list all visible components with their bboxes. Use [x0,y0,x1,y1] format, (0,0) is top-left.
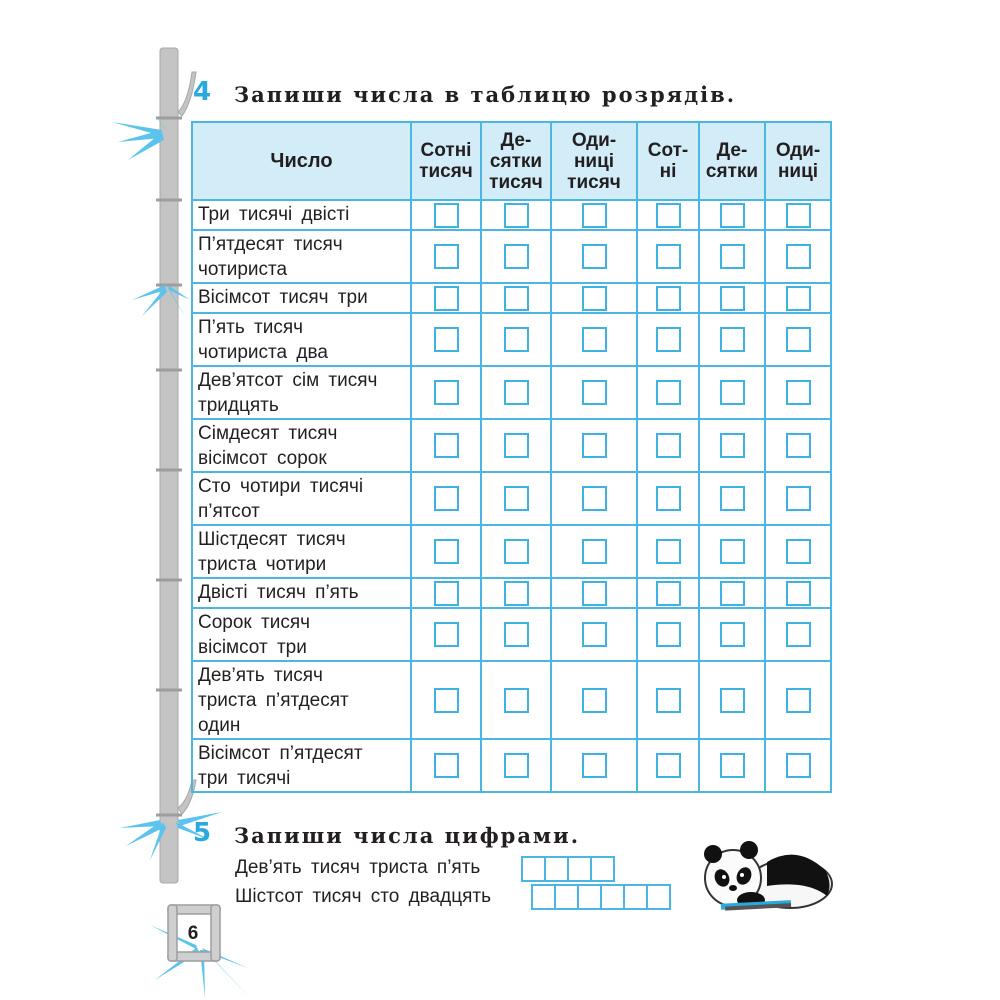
digit-cell [551,661,637,739]
digit-answer-box[interactable] [720,688,745,713]
digit-cell [637,739,699,792]
digit-box[interactable] [579,886,602,908]
header-text: ниці [777,161,819,182]
digit-cell [699,366,765,419]
digit-cell [765,230,831,283]
number-words-line: тридцять [198,395,279,416]
digit-cell [765,313,831,366]
digit-answer-box[interactable] [504,581,529,606]
digit-answer-box[interactable] [720,286,745,311]
number-in-words [192,578,411,608]
place-value-table [191,121,832,793]
digit-answer-box[interactable] [504,753,529,778]
digit-answer-box[interactable] [582,753,607,778]
number-in-words [192,283,411,313]
digit-answer-box[interactable] [720,539,745,564]
header-text: ні [659,161,677,182]
digit-answer-box[interactable] [582,327,607,352]
page-number: 6 [187,923,199,944]
digit-answer-box[interactable] [786,433,811,458]
number-in-words [192,200,411,230]
digit-answer-box[interactable] [434,753,459,778]
number-in-words [192,739,411,792]
digit-answer-box[interactable] [504,433,529,458]
digit-cell [551,739,637,792]
task-5-item-1-text: Дев’ять тисяч триста п’ять [235,857,481,878]
digit-box[interactable] [569,858,592,880]
number-in-words [192,419,411,472]
digit-cell [481,661,551,739]
table-row [192,313,831,366]
task-5-number: 5 [193,818,212,848]
digit-cell [411,472,481,525]
header-text: ниці [573,150,615,172]
digit-answer-box[interactable] [656,286,681,311]
digit-cell [699,608,765,661]
digit-answer-box[interactable] [582,244,607,269]
number-words-line: чотириста два [198,342,328,363]
digit-cell [551,366,637,419]
digit-answer-box[interactable] [582,380,607,405]
digit-answer-box[interactable] [786,327,811,352]
header-text: тисяч [567,171,621,193]
digit-cell [481,313,551,366]
digit-answer-box[interactable] [656,622,681,647]
digit-box[interactable] [592,858,613,880]
digit-cell [699,661,765,739]
digit-cell [765,419,831,472]
column-header-4 [637,122,699,200]
number-words-line: П’ять тисяч [198,317,304,338]
table-row [192,366,831,419]
digit-answer-box[interactable] [504,244,529,269]
number-words-line: вісімсот сорок [198,448,327,469]
digit-answer-box[interactable] [720,486,745,511]
digit-answer-box[interactable] [434,486,459,511]
header-text: Оди- [775,140,821,161]
digit-box[interactable] [602,886,625,908]
digit-answer-box[interactable] [434,244,459,269]
digit-cell [637,525,699,578]
digit-cell [411,419,481,472]
digit-cell [765,283,831,313]
digit-answer-box[interactable] [504,622,529,647]
header-text: Сот- [647,140,689,161]
digit-cell [765,739,831,792]
number-words-line: один [198,715,241,736]
digit-cell [765,366,831,419]
digit-cell [411,608,481,661]
digit-cell [481,200,551,230]
table-row [192,739,831,792]
digit-answer-box[interactable] [786,286,811,311]
task-5-item-2-text: Шістсот тисяч сто двадцять [235,886,491,907]
digit-box[interactable] [556,886,579,908]
table-row [192,525,831,578]
table-row [192,578,831,608]
digit-cell [411,739,481,792]
digit-cell [481,608,551,661]
table-header-row [192,122,831,200]
digit-cell [551,313,637,366]
digit-answer-box[interactable] [720,203,745,228]
digit-cell [481,578,551,608]
digit-cell [765,608,831,661]
digit-answer-box[interactable] [656,688,681,713]
digit-cell [699,472,765,525]
digit-cell [637,608,699,661]
digit-answer-box[interactable] [434,433,459,458]
digit-cell [411,283,481,313]
table-row [192,419,831,472]
digit-cell [481,525,551,578]
digit-answer-box[interactable] [720,433,745,458]
digit-answer-box[interactable] [434,581,459,606]
digit-answer-box[interactable] [434,688,459,713]
task-5-item-2-answer[interactable] [531,884,671,910]
header-text: Число [270,149,333,172]
digit-answer-box[interactable] [656,203,681,228]
digit-answer-box[interactable] [720,581,745,606]
digit-answer-box[interactable] [786,539,811,564]
digit-box[interactable] [625,886,648,908]
number-words-line: три тисячі [198,768,291,789]
digit-cell [551,608,637,661]
number-in-words [192,661,411,739]
digit-answer-box[interactable] [720,622,745,647]
digit-cell [551,230,637,283]
header-text: Де- [500,129,532,151]
digit-cell [637,230,699,283]
digit-cell [699,283,765,313]
digit-cell [637,472,699,525]
digit-box[interactable] [533,886,556,908]
digit-answer-box[interactable] [720,753,745,778]
digit-cell [411,661,481,739]
number-words-line: Сто чотири тисячі [198,476,364,497]
digit-cell [699,578,765,608]
digit-box[interactable] [648,886,669,908]
digit-answer-box[interactable] [786,380,811,405]
table-body [192,200,831,792]
digit-box[interactable] [546,858,569,880]
task-4-number: 4 [193,77,212,107]
digit-cell [411,313,481,366]
digit-answer-box[interactable] [786,753,811,778]
number-words-line: Шістдесят тисяч [198,529,346,550]
digit-answer-box[interactable] [656,380,681,405]
digit-cell [637,419,699,472]
header-text: сятки [705,161,759,182]
digit-answer-box[interactable] [786,581,811,606]
digit-answer-box[interactable] [656,327,681,352]
header-text: Оди- [571,129,617,151]
digit-cell [637,283,699,313]
digit-cell [551,525,637,578]
digit-cell [481,283,551,313]
number-words-line: Вісімсот п’ятдесят [198,743,363,764]
digit-cell [765,661,831,739]
digit-cell [411,366,481,419]
digit-answer-box[interactable] [582,581,607,606]
number-words-line: Сімдесят тисяч [198,423,338,444]
number-words-line: триста чотири [198,554,327,575]
digit-cell [481,366,551,419]
table-row [192,283,831,313]
digit-cell [551,472,637,525]
digit-cell [481,419,551,472]
number-words-line: П’ятдесят тисяч [198,234,343,255]
digit-cell [699,230,765,283]
digit-answer-box[interactable] [434,622,459,647]
digit-answer-box[interactable] [656,244,681,269]
table-row [192,200,831,230]
number-in-words [192,313,411,366]
digit-answer-box[interactable] [786,622,811,647]
digit-cell [637,200,699,230]
digit-answer-box[interactable] [582,433,607,458]
digit-cell [637,578,699,608]
digit-answer-box[interactable] [582,688,607,713]
digit-answer-box[interactable] [720,327,745,352]
digit-cell [411,578,481,608]
number-words-line: триста п’ятдесят [198,690,349,711]
table-row [192,230,831,283]
digit-cell [411,525,481,578]
number-words-line: Сорок тисяч [198,612,311,633]
digit-cell [699,200,765,230]
number-in-words [192,472,411,525]
digit-cell [551,419,637,472]
digit-answer-box[interactable] [434,539,459,564]
digit-answer-box[interactable] [656,539,681,564]
digit-answer-box[interactable] [582,203,607,228]
table-row [192,608,831,661]
number-words-line: Вісімсот тисяч три [198,287,368,308]
digit-cell [765,200,831,230]
digit-cell [637,313,699,366]
digit-cell [481,230,551,283]
digit-cell [481,739,551,792]
digit-answer-box[interactable] [504,286,529,311]
digit-answer-box[interactable] [582,539,607,564]
digit-answer-box[interactable] [504,327,529,352]
digit-cell [481,472,551,525]
number-in-words [192,608,411,661]
digit-answer-box[interactable] [786,688,811,713]
digit-answer-box[interactable] [434,327,459,352]
task-5-title: Запиши числа цифрами. [234,823,581,848]
column-header-2 [481,122,551,200]
header-text: сятки [489,150,543,172]
digit-cell [637,661,699,739]
digit-answer-box[interactable] [786,244,811,269]
digit-answer-box[interactable] [656,486,681,511]
digit-answer-box[interactable] [434,203,459,228]
digit-cell [765,472,831,525]
digit-answer-box[interactable] [504,539,529,564]
digit-answer-box[interactable] [786,486,811,511]
number-words-line: Дев’ятсот сім тисяч [198,370,378,391]
number-words-line: Двісті тисяч п’ять [198,582,359,603]
header-text: тисяч [489,171,543,193]
table-row [192,661,831,739]
digit-cell [637,366,699,419]
digit-cell [551,200,637,230]
column-header-6 [765,122,831,200]
digit-cell [765,578,831,608]
number-in-words [192,366,411,419]
digit-answer-box[interactable] [504,688,529,713]
digit-answer-box[interactable] [656,753,681,778]
digit-cell [411,200,481,230]
digit-answer-box[interactable] [434,286,459,311]
digit-answer-box[interactable] [720,380,745,405]
header-text: Де- [716,140,748,161]
digit-cell [699,313,765,366]
number-words-line: п’ятсот [198,501,260,522]
digit-answer-box[interactable] [786,203,811,228]
number-in-words [192,230,411,283]
panda-illustration [695,832,840,912]
digit-answer-box[interactable] [656,433,681,458]
number-words-line: Три тисячі двісті [198,204,350,225]
number-words-line: Дев’ять тисяч [198,665,323,686]
digit-answer-box[interactable] [504,203,529,228]
number-words-line: чотириста [198,259,288,280]
digit-cell [699,419,765,472]
digit-cell [699,739,765,792]
number-in-words [192,525,411,578]
digit-answer-box[interactable] [504,380,529,405]
digit-answer-box[interactable] [720,244,745,269]
digit-cell [551,283,637,313]
number-words-line: вісімсот три [198,637,307,658]
header-text: тисяч [419,161,473,182]
column-header-1 [411,122,481,200]
column-header-3 [551,122,637,200]
task-5-item-1-answer[interactable] [521,856,615,882]
column-header-number [192,122,411,200]
digit-answer-box[interactable] [582,622,607,647]
digit-cell [699,525,765,578]
digit-answer-box[interactable] [504,486,529,511]
task-4-title: Запиши числа в таблицю розрядів. [234,82,737,107]
digit-answer-box[interactable] [582,286,607,311]
digit-answer-box[interactable] [656,581,681,606]
header-text: Сотні [420,140,472,161]
digit-cell [411,230,481,283]
digit-box[interactable] [523,858,546,880]
table-row [192,472,831,525]
digit-answer-box[interactable] [434,380,459,405]
digit-cell [765,525,831,578]
column-header-5 [699,122,765,200]
digit-cell [551,578,637,608]
digit-answer-box[interactable] [582,486,607,511]
